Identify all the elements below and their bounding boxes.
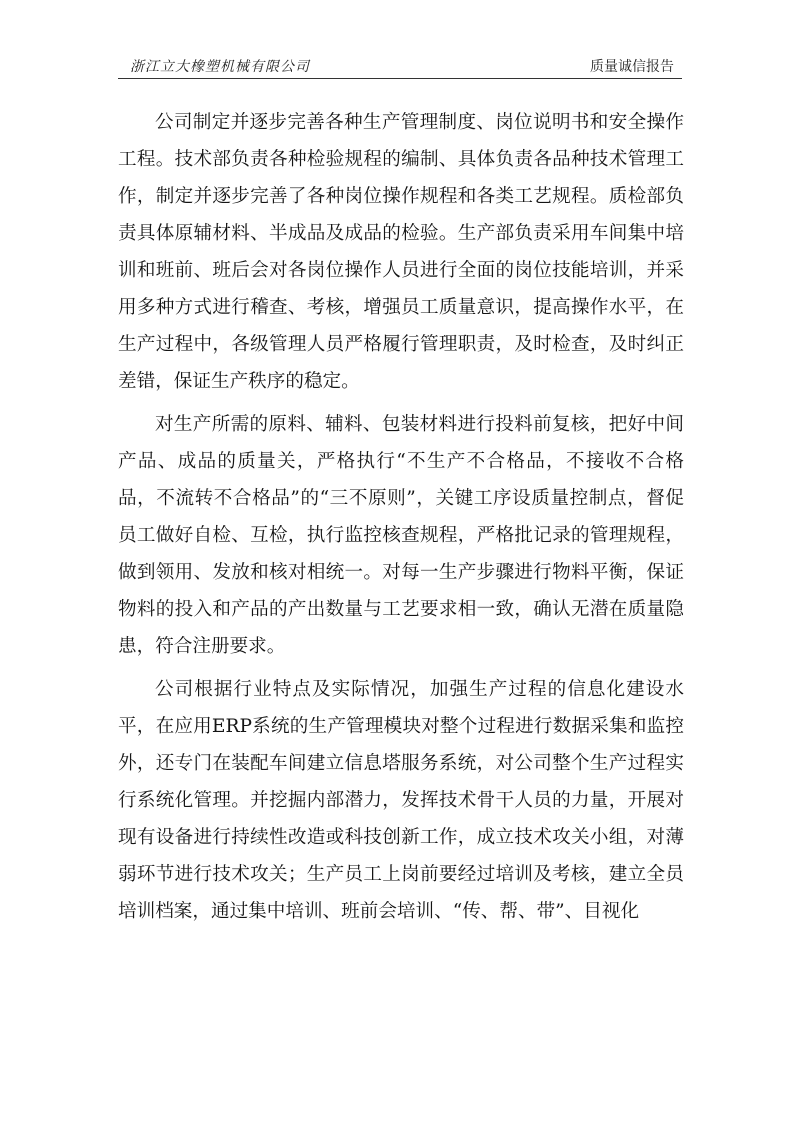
document-title: 质量诚信报告 bbox=[590, 59, 674, 75]
header-divider bbox=[118, 78, 682, 79]
paragraph-informatization: 公司根据行业特点及实际情况，加强生产过程的信息化建设水平，在应用ERP系统的生产管理模块对整个过程进行数据采集和监控外，还专门在装配车间建立信息塔服务系统，对公司整个生产过程实行系统化管理。并挖掘内部潜力，发挥技术骨干人员的力量，开展对现有设备进行持续性改造或科技创新工作，成立技术攻关小组，对薄弱环节进行技术攻关；生产员工上岗前要经过培训及考核，建立全员培训档案，通过集中培训、班前会培训、“传、帮、带”、目视化 bbox=[118, 679, 684, 922]
page-header bbox=[118, 56, 682, 78]
company-name: 浙江立大橡塑机械有限公司 bbox=[130, 59, 310, 75]
paragraph-material-verification: 对生产所需的原料、辅料、包装材料进行投料前复核，把好中间产品、成品的质量关，严格执行“不生产不合格品，不接收不合格品，不流转不合格品”的“三不原则”，关键工序设质量控制点，督促员工做好自检、互检，执行监控核查规程，严格批记录的管理规程，做到领用、发放和核对相统一。对每一生产步骤进行物料平衡，保证物料的投入和产品的产出数量与工艺要求相一致，确认无潜在质量隐患，符合注册要求。 bbox=[118, 414, 684, 657]
paragraph-production-management: 公司制定并逐步完善各种生产管理制度、岗位说明书和安全操作工程。技术部负责各种检验规程的编制、具体负责各品种技术管理工作，制定并逐步完善了各种岗位操作规程和各类工艺规程。质检部负责具体原辅材料、半成品及成品的检验。生产部负责采用车间集中培训和班前、班后会对各岗位操作人员进行全面的岗位技能培训，并采用多种方式进行稽查、考核，增强员工质量意识，提高操作水平，在生产过程中，各级管理人员严格履行管理职责，及时检查，及时纠正差错，保证生产秩序的稳定。 bbox=[118, 112, 684, 392]
document-body bbox=[118, 104, 684, 936]
